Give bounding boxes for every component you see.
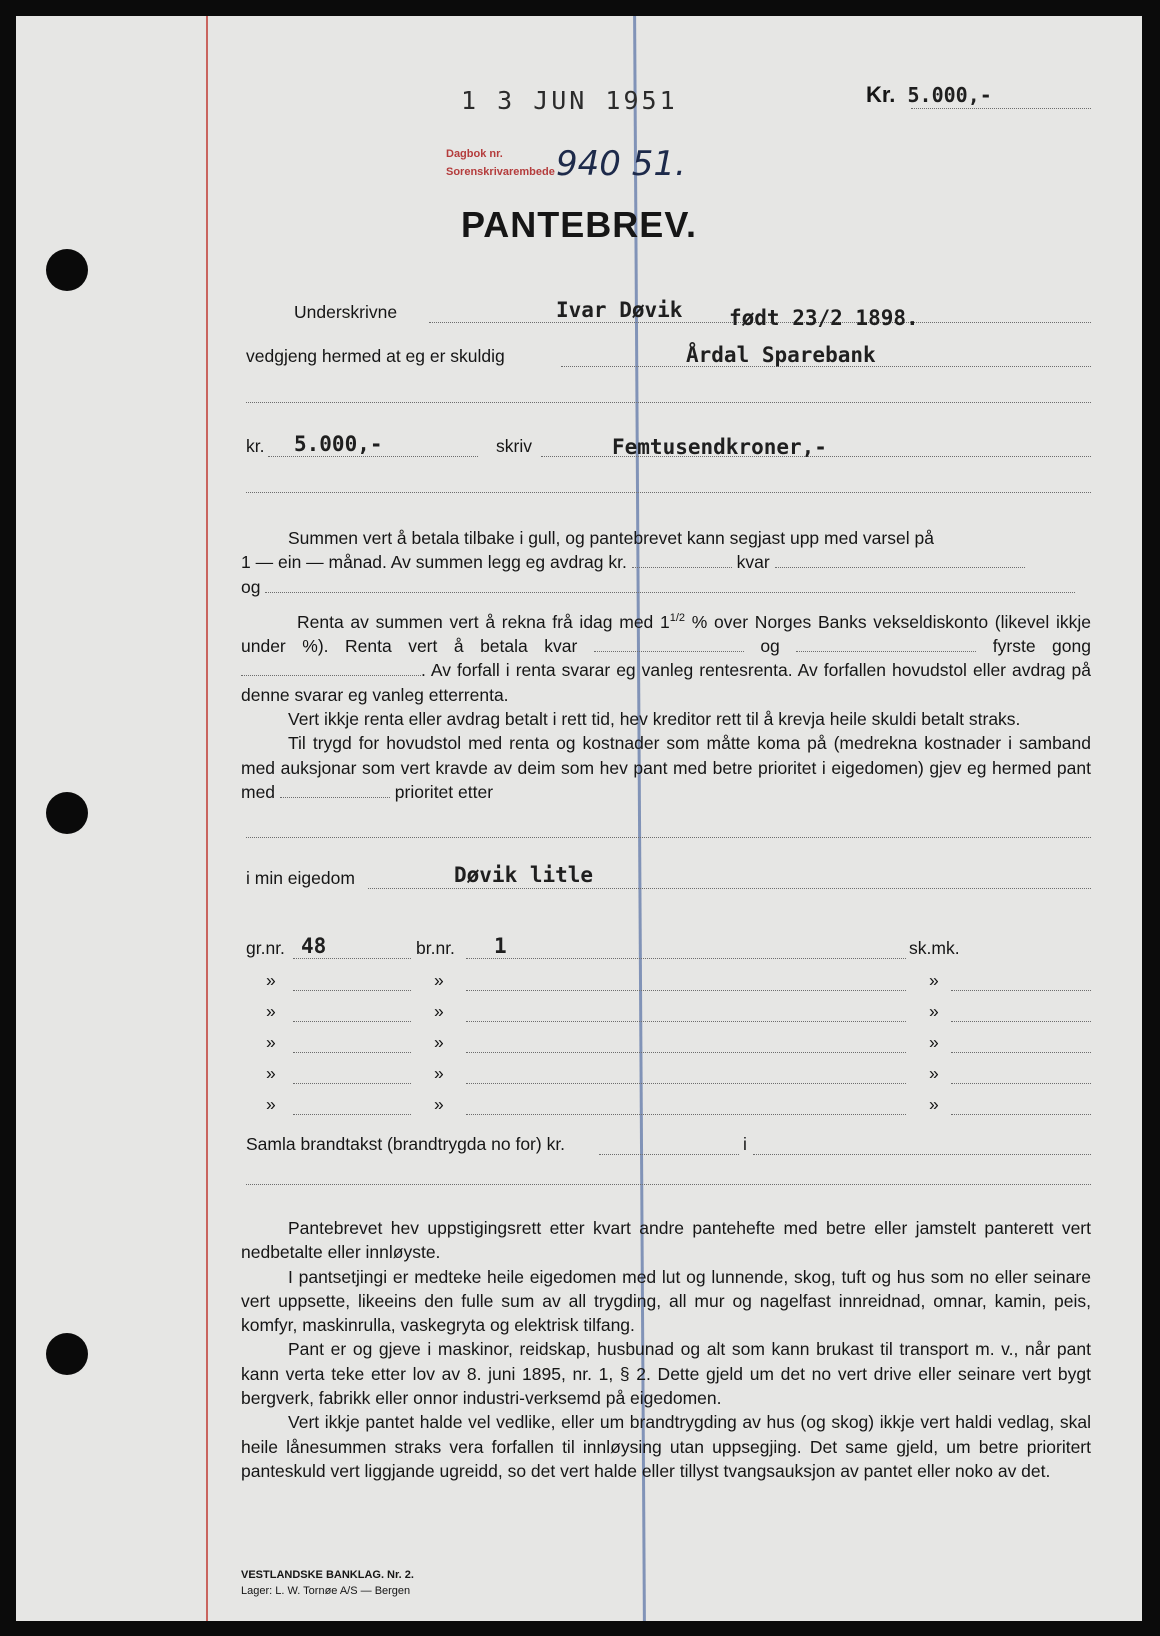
scope-clause: I pantsetjingi er medteke heile eigedomen med lut og lunnende, skog, tuft og hus som no eller seinare vert uppsette, likeeins den fulle sum av all trygding, all mur og nagelfast innreidnad, omnar, kamin, peis, komfyr, maskinrulla, vaskegryta og elektrisk tilfang. [241, 1266, 1091, 1336]
ditto-mark: » [266, 1001, 276, 1021]
dotted-line [796, 651, 976, 652]
dotted-line [753, 1154, 1091, 1155]
punch-hole [46, 249, 88, 291]
dotted-line [951, 990, 1091, 991]
default-clause: Vert ikkje renta eller avdrag betalt i rett tid, hev kreditor rett til å krevja heile skuldi betalt straks. [288, 709, 1021, 730]
skriv-label: skriv [496, 436, 532, 456]
debtor-name: Ivar Døvik [556, 298, 683, 322]
ditto-mark: » [434, 1032, 444, 1052]
dotted-line [246, 1184, 1091, 1185]
registry-stamp-line2: Sorenskrivarembede [446, 166, 555, 178]
interest-text-a: Renta av summen vert å rekna frå idag med 1 [297, 611, 670, 632]
dotted-line [293, 1052, 411, 1053]
repayment-line2-text: 1 — ein — månad. Av summen legg eg avdrag kr. [241, 552, 627, 573]
registry-stamp-line1: Dagbok nr. [446, 148, 503, 160]
ditto-mark: » [266, 1094, 276, 1114]
dotted-line [599, 1154, 739, 1155]
dotted-line [293, 1083, 411, 1084]
loan-amount-in-words: Femtusendkroner,- [612, 435, 827, 459]
dotted-line [466, 1021, 906, 1022]
priority-clause: Pantebrevet hev uppstigingsrett etter kvart andre pantehefte med betre eller jamstelt panterett vert nedbetalte eller innløyste. [241, 1218, 1091, 1263]
dotted-line [241, 675, 421, 676]
corner-amount-value: 5.000,- [907, 83, 992, 107]
ditto-mark: » [434, 1063, 444, 1083]
repayment-clause [241, 526, 1091, 599]
dotted-line [466, 990, 906, 991]
dotted-line [293, 1021, 411, 1022]
dotted-line [951, 1114, 1091, 1115]
kvar-label: kvar [736, 552, 770, 573]
punch-hole [46, 1333, 88, 1375]
dotted-line [466, 1114, 906, 1115]
brandtakst-i-label: i [743, 1134, 747, 1154]
dotted-line [775, 567, 1025, 568]
ditto-mark: » [929, 1063, 939, 1083]
dotted-line [293, 990, 411, 991]
dotted-line [280, 797, 390, 798]
ditto-mark: » [929, 970, 939, 990]
printer-footer-line2: Lager: L. W. Tornøe A/S — Bergen [241, 1585, 411, 1597]
dotted-line [246, 837, 1091, 838]
dotted-line [951, 1021, 1091, 1022]
grnr-value: 48 [301, 934, 327, 958]
security-clause [241, 731, 1091, 804]
interest-fraction: 1/2 [669, 612, 686, 624]
property-name: Døvik litle [454, 863, 594, 887]
dotted-line [466, 958, 906, 959]
creditor-name: Årdal Sparebank [686, 343, 876, 367]
dotted-line [466, 1052, 906, 1053]
dotted-line [951, 1052, 1091, 1053]
security-clause-text: Til trygd for hovudstol med renta og kostnader som måtte koma på (medrekna kostnader i samband med auksjonar som vert kravde av deim som hev pant med betre prioritet i eigedomen) gjev eg hermed pant med [241, 733, 1091, 802]
red-margin-line [206, 16, 208, 1621]
interest-text-d: . Av forfall i renta svarar eg vanleg rentesrenta. Av forfallen hovudstol eller avdrag på denne svarar eg vanleg etterrenta. [241, 660, 1091, 705]
dotted-line [293, 958, 411, 959]
underskrivne-label: Underskrivne [294, 302, 398, 322]
dotted-line [368, 888, 1091, 889]
skmk-label: sk.mk. [909, 938, 960, 958]
repayment-line3 [241, 575, 1091, 599]
dotted-line [466, 1083, 906, 1084]
fyrste-gong-label: fyrste gong [992, 636, 1091, 657]
document-title: PANTEBREV. [460, 204, 698, 245]
dotted-line [265, 592, 1075, 593]
date-stamp: 1 3 JUN 1951 [461, 86, 678, 115]
og-label: og [241, 576, 261, 597]
debtor-birthdate: født 23/2 1898. [729, 306, 919, 330]
dotted-line [293, 1114, 411, 1115]
punch-hole [46, 792, 88, 834]
repayment-line1: Summen vert å betala tilbake i gull, og pantebrevet kann segjast upp med varsel på [288, 528, 934, 548]
grnr-label: gr.nr. [246, 938, 285, 958]
interest-clause [241, 606, 1091, 804]
dotted-line [268, 456, 478, 457]
ditto-mark: » [929, 1032, 939, 1052]
ditto-mark: » [434, 1094, 444, 1114]
ditto-mark: » [929, 1001, 939, 1021]
ditto-mark: » [266, 1032, 276, 1052]
brnr-label: br.nr. [416, 938, 455, 958]
ditto-mark: » [434, 1001, 444, 1021]
interest-text-c: %). Renta vert å betala kvar [302, 636, 578, 657]
ditto-mark: » [266, 970, 276, 990]
brandtakst-label: Samla brandtakst (brandtrygda no for) kr. [246, 1134, 566, 1154]
dotted-line [246, 402, 1091, 403]
interest-text [241, 606, 1091, 707]
kr-label: kr. [246, 436, 265, 456]
loan-amount: 5.000,- [294, 432, 383, 456]
machinery-clause: Pant er og gjeve i maskinor, reidskap, husbunad og alt som kann brukast til transport m. v., når pant kann verta teke etter lov av 8. juni 1895, nr. 1, § 2. Dette gjeld um det no vert drive eller seinare vert bygt bergverk, fabrikk eller onnor industri-verksemd på eigedomen. [241, 1339, 1091, 1409]
dotted-line [594, 651, 744, 652]
repayment-line2 [241, 550, 1091, 574]
corner-amount-label: Kr. [866, 82, 896, 107]
printer-footer-line1: VESTLANDSKE BANKLAG. Nr. 2. [241, 1569, 414, 1581]
dotted-line [246, 492, 1091, 493]
ditto-mark: » [929, 1094, 939, 1114]
skuldig-label: vedgjeng hermed at eg er skuldig [246, 346, 505, 366]
terms-clauses [241, 1216, 1091, 1483]
eigedom-label: i min eigedom [246, 868, 355, 888]
dotted-line [632, 567, 732, 568]
prioritet-etter-label: prioritet etter [394, 781, 494, 802]
interest-text-b: % over Norges Banks vekseldiskonto (likevel ikkje under [241, 611, 1091, 657]
brnr-value: 1 [494, 934, 507, 958]
maintenance-clause: Vert ikkje pantet halde vel vedlike, eller um brandtrygding av hus (og skog) ikkje vert haldi vedlag, skal heile lånesummen straks vera forfallen til innløysing utan uppsegjing. Det same gjeld, um betre prioritert panteskuld vert liggjande ugreidd, so det vert halde eller tillyst tvangsauksjon av pantet eller noko av det. [241, 1412, 1091, 1481]
dotted-line [911, 108, 1091, 109]
og-label: og [760, 636, 780, 657]
dotted-line [951, 1083, 1091, 1084]
document-page [16, 16, 1142, 1621]
ditto-mark: » [434, 970, 444, 990]
handwritten-registry-number: 940 51. [556, 144, 686, 184]
corner-amount [866, 82, 992, 108]
ditto-mark: » [266, 1063, 276, 1083]
